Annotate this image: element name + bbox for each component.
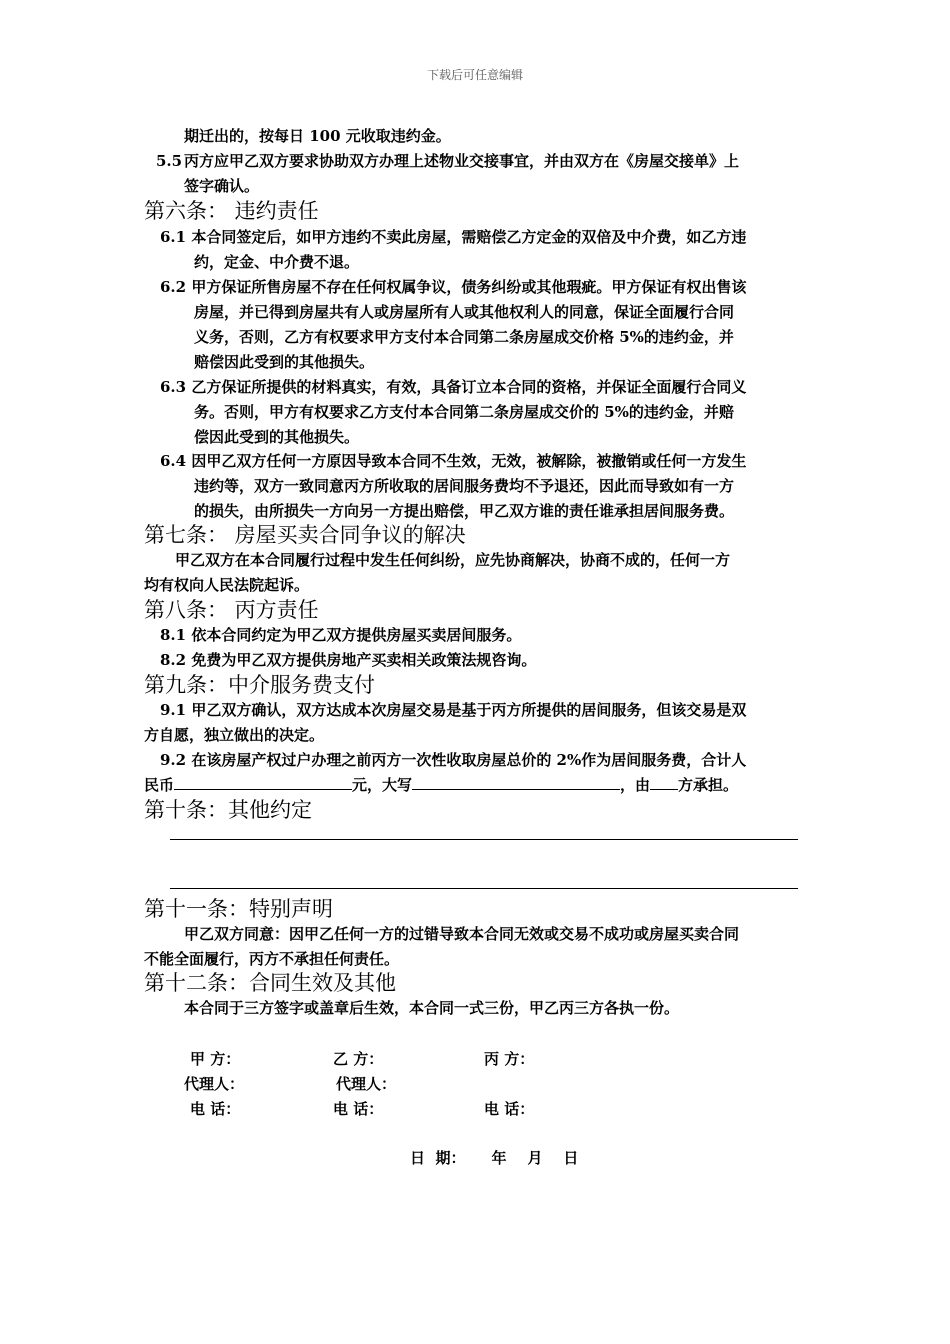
section-12-title: 第十二条：合同生效及其他: [144, 971, 396, 995]
other-terms-line-1[interactable]: [170, 839, 798, 840]
section-10-title: 第十条：其他约定: [144, 798, 312, 822]
phone-a-label: 电 话：: [190, 1100, 241, 1118]
section-11-line1: 甲乙双方同意：因甲乙任何一方的过错导致本合同无效或交易不成功或房屋买卖合同: [184, 925, 740, 943]
clause-6-4-line2: 违约等，双方一致同意丙方所收取的居间服务费均不予退还，因此而导致如有一方: [194, 477, 735, 495]
payer-blank[interactable]: [650, 775, 678, 790]
clause-8-2: 8.2 免费为甲乙双方提供房地产买卖相关政策法规咨询。: [160, 651, 537, 669]
clause-6-2-line3: 义务，否则，乙方有权要求甲方支付本合同第二条房屋成交价格 5%的违约金，并: [194, 328, 734, 346]
section-11-line2: 不能全面履行，丙方不承担任何责任。: [144, 950, 400, 968]
clause-6-2-line2: 房屋，并已得到房屋共有人或房屋所有人或其他权利人的同意，保证全面履行合同: [194, 303, 735, 321]
clause-6-1-line2: 约，定金、中介费不退。: [194, 253, 360, 271]
clause-9-2-line1: 9.2 在该房屋产权过户办理之前丙方一次性收取房屋总价的 2%作为居间服务费，合计人: [160, 751, 747, 769]
clause-6-3-line3: 偿因此受到的其他损失。: [194, 428, 360, 446]
clause-6-1-line1: 6.1 本合同签定后，如甲方违约不卖此房屋，需赔偿乙方定金的双倍及中介费，如乙方违: [160, 228, 747, 246]
clause-6-4-line3: 的损失，由所损失一方向另一方提出赔偿，甲乙双方谁的责任谁承担居间服务费。: [194, 502, 735, 520]
clause-5-5-number: 5.5: [156, 152, 183, 170]
yuan-label: 元，大写: [352, 776, 413, 794]
party-a-label: 甲 方：: [190, 1050, 241, 1068]
other-terms-line-2[interactable]: [170, 888, 798, 889]
clause-5-5-line2: 签字确认。: [184, 177, 260, 195]
section-8-title: 第八条： 丙方责任: [144, 598, 319, 622]
agent-b-label: 代理人：: [336, 1075, 397, 1093]
section-7-line1: 甲乙双方在本合同履行过程中发生任何纠纷，应先协商解决，协商不成的，任何一方: [175, 551, 731, 569]
clause-5-4-tail: 期迁出的，按每日 100 元收取违约金。: [184, 127, 451, 145]
clause-6-2-line4: 赔偿因此受到的其他损失。: [194, 353, 375, 371]
party-b-label: 乙 方：: [333, 1050, 384, 1068]
clause-8-1: 8.1 依本合同约定为甲乙双方提供房屋买卖居间服务。: [160, 626, 522, 644]
section-9-title: 第九条：中介服务费支付: [144, 673, 375, 697]
phone-b-label: 电 话：: [333, 1100, 384, 1118]
agent-a-label: 代理人：: [184, 1075, 245, 1093]
section-7-line2: 均有权向人民法院起诉。: [144, 576, 310, 594]
section-11-title: 第十一条：特别声明: [144, 897, 333, 921]
amount-blank[interactable]: [174, 775, 352, 790]
clause-5-5-line1: 丙方应甲乙双方要求协助双方办理上述物业交接事宜，并由双方在《房屋交接单》上: [184, 152, 740, 170]
clause-9-2-line2: [144, 775, 738, 795]
clause-6-4-line1: 6.4 因甲乙双方任何一方原因导致本合同不生效，无效，被解除，被撤销或任何一方发生: [160, 452, 747, 470]
payer-prefix: ，由: [620, 776, 651, 794]
rmb-label: 民币: [144, 776, 175, 794]
date-line: 日 期： 年 月 日: [410, 1149, 579, 1167]
party-c-label: 丙 方：: [484, 1050, 535, 1068]
page-header: 下载后可任意编辑: [426, 68, 523, 82]
section-7-title: 第七条： 房屋买卖合同争议的解决: [144, 523, 466, 547]
amount-words-blank[interactable]: [412, 775, 620, 790]
phone-c-label: 电 话：: [484, 1100, 535, 1118]
clause-9-1-line2: 方自愿，独立做出的决定。: [144, 726, 325, 744]
section-6-title: 第六条： 违约责任: [144, 199, 319, 223]
clause-6-2-line1: 6.2 甲方保证所售房屋不存在任何权属争议，债务纠纷或其他瑕疵。甲方保证有权出售该: [160, 278, 747, 296]
clause-6-3-line1: 6.3 乙方保证所提供的材料真实，有效，具备订立本合同的资格，并保证全面履行合同义: [160, 378, 747, 396]
payer-suffix: 方承担。: [678, 776, 739, 794]
clause-6-3-line2: 务。否则，甲方有权要求乙方支付本合同第二条房屋成交价的 5%的违约金，并赔: [194, 403, 734, 421]
clause-9-1-line1: 9.1 甲乙双方确认，双方达成本次房屋交易是基于丙方所提供的居间服务，但该交易是双: [160, 701, 747, 719]
section-12-line1: 本合同于三方签字或盖章后生效，本合同一式三份，甲乙丙三方各执一份。: [184, 999, 680, 1017]
